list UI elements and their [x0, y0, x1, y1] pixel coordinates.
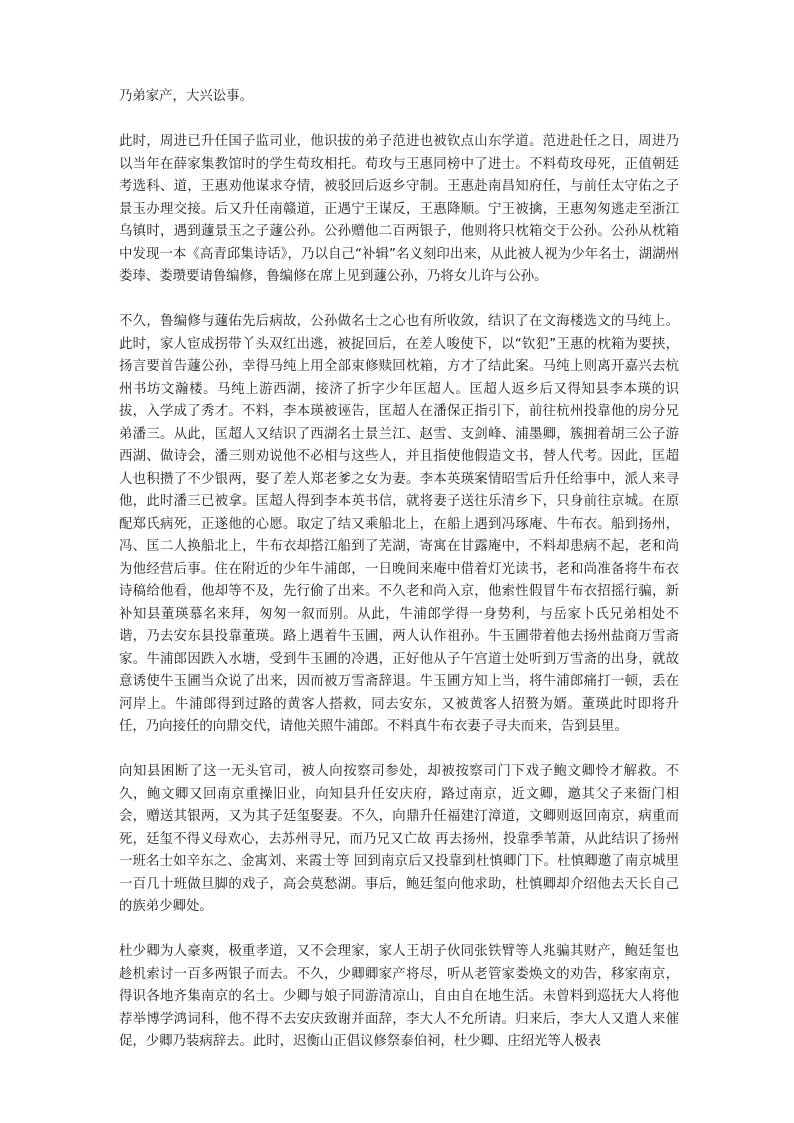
paragraph-1: 乃弟家产，大兴讼事。 [119, 89, 253, 104]
paragraph-3: 不久，鲁编修与蘧佑先后病故，公孙做名士之心也有所收敛，结识了在文海楼选文的马纯上。此时，家人宦成拐带丫头双红出逃，被捉回后，在差人唆使下，以“钦犯”王惠的枕箱为要挟，扬言要首告蘧公孙，幸得马纯上用全部束修赎回枕箱，方才了结此案。马纯上则离开嘉兴去杭州书坊文瀚楼。马纯上游西湖，接济了折字少年匡超人。匡超人返乡后又得知县李本瑛的识拔，入学成了秀才。不料，李本瑛被诬告，匡超人在潘保正指引下，前往杭州投靠他的房分兄弟潘三。从此，匡超人又结识了西湖名士景兰江、赵雪、支剑峰、浦墨卿，簇拥着胡三公子游西湖、做诗会，潘三则劝说他不必相与这些人，并且指使他假造文书，替人代考。因此，匡超人也积攒了不少银两，娶了差人郑老爹之女为妻。李本英瑛案情昭雪后升任给事中，派人来寻他，此时潘三已被拿。匡超人得到李本英书信，就将妻子送往乐清乡下，只身前往京城。在原配郑氏病死，正遂他的心愿。取定了结又乘船北上，在船上遇到冯琢庵、牛布衣。船到扬州，冯、匡二人换船北上，牛布衣却搭江船到了芜湖，寄寓在甘露庵中，不料却患病不起，老和尚为他经营后事。住在附近的少年牛浦郎，一日晚间来庵中借着灯光读书，老和尚准备将牛布衣诗稿给他看，他却等不及，先行偷了出来。不久老和尚入京，他索性假冒牛布衣招摇行骗，新补知县董瑛慕名来拜，匆匆一叙而别。从此，牛浦郎学得一身势利，与岳家卜氏兄弟相处不谐，乃去安东县投靠董瑛。路上遇着牛玉圃，两人认作祖孙。牛玉圃带着他去扬州盐商万雪斋家。牛浦郎因跌入水塘，受到牛玉圃的冷遇，正好他从子午宫道士处听到万雪斋的出身，就故意诱使牛玉圃当众说了出来，因而被万雪斋辞退。牛玉圃方知上当，将牛浦郎痛打一顿，丢在河岸上。牛浦郎得到过路的黄客人搭救，同去安东，又被黄客人招赘为婿。董瑛此时即将升任，乃向接任的向鼎交代，请他关照牛浦郎。不料真牛布衣妻子寻夫而来，告到县里。 [119, 314, 679, 734]
paragraph-4: 向知县困断了这一无头官司，被人向按察司参处，却被按察司门下戏子鲍文卿怜才解救。不久，鲍文卿又回南京重操旧业，向知县升任安庆府，路过南京，近文卿，邀其父子来衙门相会，赠送其银两，又为其子廷玺娶妻。不久，向鼎升任福建汀漳道，文卿则返回南京，病重而死，廷玺不得义母欢心，去苏州寻兄，而乃兄又亡故 再去扬州，投靠季苇萧，从此结识了扬州一班名士如辛东之、金寓刘、来霞士等 回到南京后又投靠到杜慎卿门下。杜慎卿邀了南京城里一百几十班做旦脚的戏子，高会莫愁湖。事后，鲍廷玺向他求助，杜慎卿却介绍他去天长自己的族弟少卿处。 [119, 764, 679, 914]
paragraph-2: 此时，周进已升任国子监司业，他识拔的弟子范进也被钦点山东学道。范进赴任之日，周进乃以当年在薛家集教馆时的学生荀玫相托。荀玫与王惠同榜中了进士。不料荀玫母死，正值朝廷考选科、道，王惠劝他谋求夺情，被驳回后返乡守制。王惠赴南昌知府任，与前任太守佑之子景玉办理交接。后又升任南赣道，正遇宁王谋反，王惠降顺。宁王被擒，王惠匆匆逃走至浙江乌镇时，遇到蘧景玉之子蘧公孙。公孙赠他二百两银子，他则将只枕箱交于公孙。公孙从枕箱中发现一本《高青邱集诗话》，乃以自己“补辑”名义刻印出来，从此被人视为少年名士，湖湖州娄琫、娄瓒要请鲁编修，鲁编修在席上见到蘧公孙，乃将女儿许与公孙。 [119, 134, 679, 284]
document-body [119, 86, 679, 1076]
paragraph-5: 杜少卿为人豪爽，极重孝道，又不会理家，家人王胡子伙同张铁臂等人兆骗其财产，鲍廷玺也趁机索讨一百多两银子而去。不久，少卿卿家产将尽，听从老管家娄焕文的劝告，移家南京，得识各地齐集南京的名士。少卿与娘子同游清凉山，自由自在地生活。未曾料到巡抚大人将他荐举博学鸿词科，他不得不去安庆致谢并面辞，李大人不允所请。归来后，李大人又遣人来催促，少卿乃装病辞去。此时，迟衡山正倡议修祭泰伯祠，杜少卿、庄绍光等人极表 [119, 944, 679, 1049]
